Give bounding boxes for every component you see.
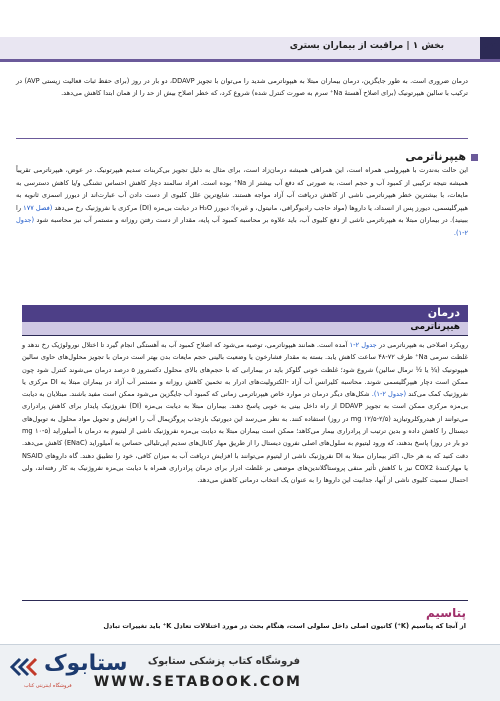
treatment-box-subheader	[22, 322, 468, 336]
treatment-box-header	[22, 305, 468, 322]
store-footer	[0, 644, 500, 701]
table-reference-link[interactable]: جدول ۲-۱	[349, 341, 377, 349]
section-title-hypernatremia: هیپرناترمی	[405, 150, 466, 163]
logo-wordmark: ستابوک	[44, 651, 128, 676]
logo-tagline: فروشگاه اینترنتی کتاب	[24, 683, 72, 689]
potassium-paragraph: از آنجا که پتاسیم (K⁺) کاتیون اصلی داخل سلولی است، هنگام بحث در مورد اختلالات تعادل K⁺ باید تغییرات تبادل	[103, 622, 466, 630]
table-reference-link[interactable]: (جدول ۲-۱).	[371, 390, 407, 399]
page-header	[0, 37, 500, 62]
intro-paragraph: درمان ضروری است. به طور جایگزین، درمان بیماران مبتلا به هیپوناترمی شدید را می‌توان با تجویز DDAVP، دو بار در روز (برای حفظ ثبات فعالیت زیستی AVP) در ترکیب با سالین هیپرتونیک (برای اصلاح آهستهٔ Na⁺ سرم به صورت کنترل شده) شروع کرد، که خطر اصلاح بیش از حد را از همان ابتدا کاهش می‌دهد.	[16, 77, 468, 97]
treatment-text-b: آمده است. همانند هیپوناترمی، توصیه می‌شود که اصلاح کمبود آب به آهستگی انجام گیرد تا اختلال نورولوژیک رخ ندهد و غلظت سرمی Na⁺ ظرف ۷۲-۴۸ ساعت کاهش یابد. بسته به مقدار فشارخون یا وضعیت بالینی حجم مایعات بدن بهتر است درمان با تجویز محلول‌های حاوی سالین هیپوتونیک (¼ یا ½ نرمال سالین) شروع شود؛ غلظت خونی گلوکز باید در بیمارانی که با حجم‌های بالای محلول دکستروز ۵ درصد درمان می‌شوند کنترل شود چون ممکن است دچار هیپرگلیسمی شوند. محاسبه کلیرانس آب آزاد -الکترولیت‌های ادرار به تخمین کاهش روزانه و مستمر آب آزاد در بیماران مبتلا به DI مرکزی یا نفروژنیک کمک می‌کند	[22, 341, 468, 399]
section-title-potassium: پتاسیم	[425, 606, 466, 620]
section-divider	[16, 138, 468, 139]
chapter-title: بخش ۱ | مراقبت از بیماران بستری	[289, 41, 444, 51]
treatment-box-subtitle: هیپرناترمی	[410, 322, 460, 332]
section-bullet-icon	[471, 154, 478, 161]
store-url-link[interactable]: WWW.SETABOOK.COM	[93, 674, 302, 690]
paragraph-text: این حالت به‌ندرت با هیپرولمی همراه است، این همراهی همیشه درمان‌زاد است، برای مثال به دلیل تجویز بی‌کربنات سدیم هیپرتونیک. در عوض، هیپرناترمی تقریباً همیشه نتیجه ترکیبی از کمبود آب و حجم است، به صورتی که دفع آب بیشتر از Na⁺ بوده است. افراد سالمند دچار کاهش احساس تشنگی و/یا کاهش دسترسی به مایعات، با بیشترین خطر هیپرناترمی ناشی از کاهش دریافت آب آزاد مواجه هستند. شایع‌ترین علل کلیوی از دست دادن آب عبارت‌اند از دیورز اسمزی ثانویه به هیپرگلیسمی، دیورز پس از انسداد، یا داروها (مواد حاجب رادیوگرافی، مانیتول، و غیره)؛ دیورز H₂O در دیابت بی‌مزه (DI) مرکزی یا نفروژنیک رخ می‌دهد	[16, 166, 468, 212]
treatment-text-a: رویکرد اصلاحی به هیپرناترمی در	[378, 341, 469, 349]
treatment-box-bottom-rule	[22, 600, 468, 601]
table-reference-link[interactable]: (جدول ۲-۱).	[16, 216, 468, 237]
treatment-box-title: درمان	[427, 306, 460, 319]
hypernatremia-paragraph	[16, 164, 468, 240]
store-name: فروشگاه کتاب پزشکی ستابوک	[147, 656, 300, 667]
page-number: ۲۲	[484, 39, 499, 53]
treatment-text-c: شکل‌های دیگر درمان در موارد خاص هیپرناترمی زمانی که کمبود آب جایگزین می‌شود ممکن است مفید باشند. مبتلایان به دیابت بی‌مزه مرکزی ممکن است به تجویز DDAVP از راه داخل بینی به خوبی پاسخ دهند. بیماران مبتلا به دیابت بی‌مزه (DI) نفروژنیک پایدار برای کاهش پرادراری می‌توانند از هیدروکلروتیازید (۲/۵-۱۲/۵ mg در روز) استفاده کنند. به نظر می‌رسد این دیورتیک بازجذب پروگزیمال آب را افزایش و تحویل مواد محلول به توبول‌های دیستال را کاهش داده و بدین ترتیب از پرادراری بیمار می‌کاهد؛ ممکن است بیماران مبتلا به دیابت بی‌مزه نفروژنیک ناشی از لیتیوم به درمان با آمیلوراید (۵-۱۰ mg دو بار در روز) پاسخ بدهند، که ورود لیتیوم به سلول‌های اصلی نفرون دیستال را از طریق مهار کانال‌های سدیم اپی‌تلیالی حساس به آمیلوراید (ENaC) کاهش می‌دهد. دقت کنید که به هر حال، اکثر بیماران مبتلا به DI نفروژنیک ناشی از لیتیوم می‌توانند با افزایش دریافت آب به میزان کافی، خود را تطبیق دهند. گاه داروهای NSAID یا مهارکنندهٔ COX2 نیز با کاهش تأثیر منفی پروستاگلاندین‌های موضعی بر غلظت ادرار برای درمان پرادراری همراه با دیابت بی‌مزه نفروژنیک به کار رفته‌اند، ولی احتمال سمیت کلیوی ناشی از آنها، جذابیت این داروها را به عنوان یک انتخاب درمانی کاهش می‌دهد.	[22, 390, 469, 485]
chevrons-logo-icon	[10, 657, 40, 677]
paragraph-text-cont: را ببینید). در بیماران مبتلا به هیپرناترمی ناشی از دفع کلیوی آب، باید علاوه بر محاسبه کمبود آب پایه، مقدار از دست رفتن روزانه و مستمر آب نیز محاسبه شود	[16, 203, 468, 225]
treatment-box-body	[22, 339, 468, 487]
chapter-reference-link[interactable]: (فصل ۱۷۷	[23, 203, 53, 212]
